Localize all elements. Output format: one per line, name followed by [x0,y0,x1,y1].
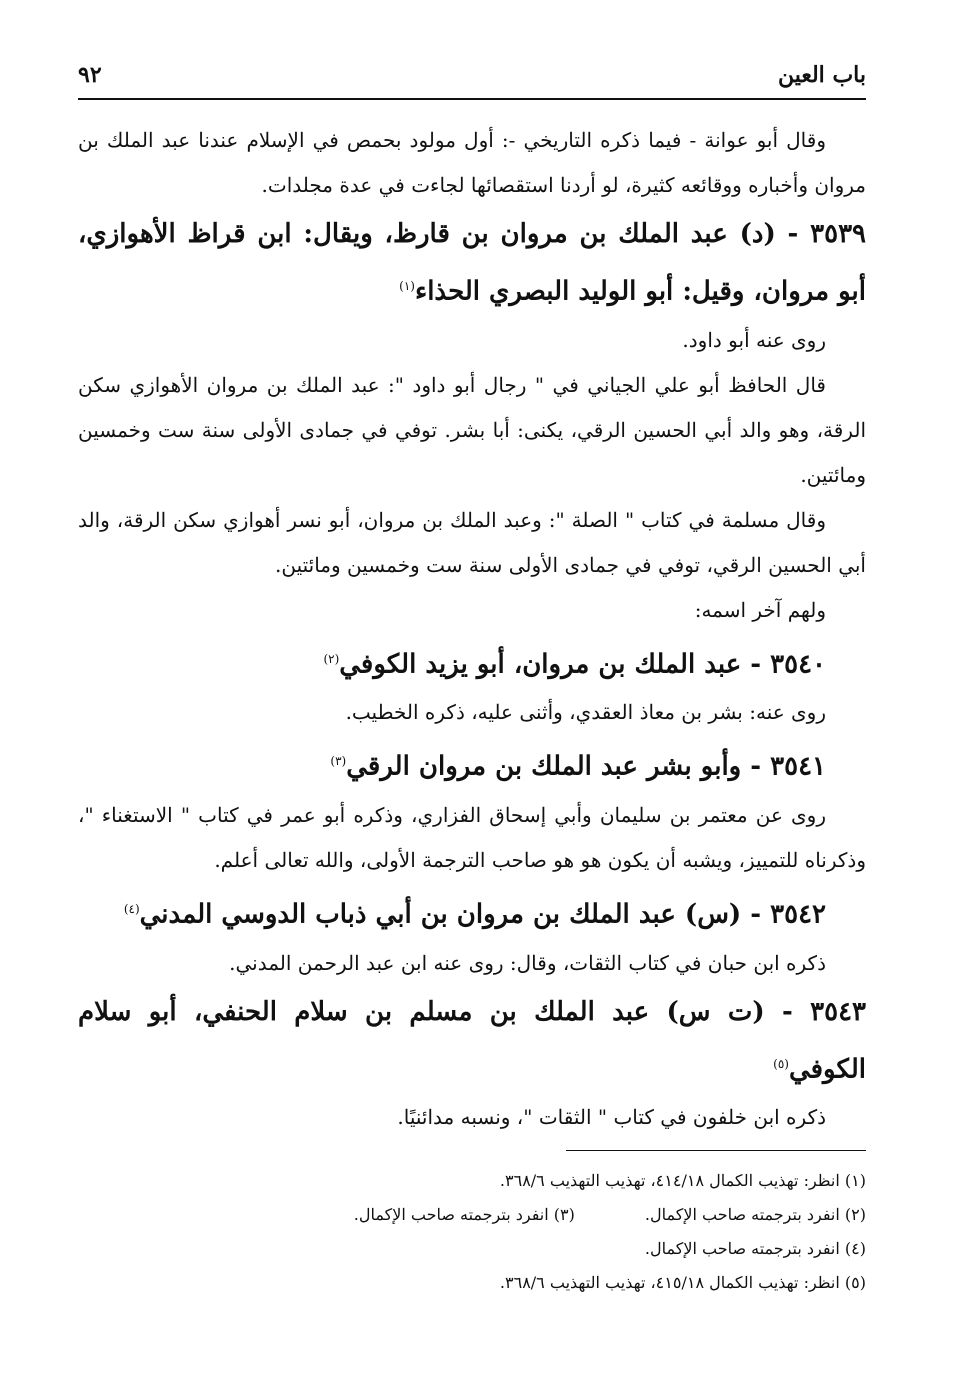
entry-3540 [78,633,866,691]
entry-heading: ٣٥٣٩ - (د) عبد الملك بن مروان بن قارظ، ويقال: ابن قراظ الأهوازي، أبو مروان، وقيل: أبو الوليد البصري الحذاء [78,219,866,307]
paragraph: وقال مسلمة في كتاب " الصلة ": وعبد الملك بن مروان، أبو نسر أهوازي سكن الرقة، والد أبي الحسين الرقي، توفي في جمادى الأولى سنة ست وخمسين ومائتين. [78,507,866,577]
entry-heading: ٣٥٤٠ - عبد الملك بن مروان، أبو يزيد الكوفي [339,649,826,680]
entry-3541 [78,735,866,793]
footnote-ref: (٢) [323,651,340,666]
footnote-ref: (٤) [123,901,140,916]
entry-heading: ٣٥٤٣ - (ت س) عبد الملك بن مسلم بن سلام الحنفي، أبو سلام الكوفي [78,996,866,1085]
footnotes [78,1164,866,1300]
page-header [78,52,866,100]
paragraph: ذكره ابن خلفون في كتاب " الثقات "، ونسبه مدائنيًا. [397,1105,826,1130]
footnote-1: (١) انظر: تهذيب الكمال ٤١٤/١٨، تهذيب التهذيب ٣٦٨/٦. [499,1171,866,1190]
paragraph: ذكره ابن حبان في كتاب الثقات، وقال: روى عنه ابن عبد الرحمن المدني. [229,950,826,975]
footnote-ref: (٣) [330,754,347,769]
footnote-2: (٢) انفرد بترجمته صاحب الإكمال. [644,1205,866,1224]
page-number: ٩٢ [78,62,102,88]
footnote-divider [566,1150,866,1151]
page-body [78,118,866,1140]
entry-heading: ٣٥٤٢ - (س) عبد الملك بن مروان بن أبي ذباب الدوسي المدني [139,899,826,930]
entry-heading: ٣٥٤١ - وأبو بشر عبد الملك بن مروان الرقي [346,751,826,782]
entry-3542 [78,883,866,941]
footnote-5: (٥) انظر: تهذيب الكمال ٤١٥/١٨، تهذيب التهذيب ٣٦٨/٦. [499,1273,866,1292]
footnote-ref: (٥) [773,1056,789,1071]
paragraph: روى عنه: بشر بن معاذ العقدي، وأثنى عليه، ذكره الخطيب. [345,700,826,725]
entry-3539 [78,208,866,318]
paragraph: قال الحافظ أبو علي الجياني في " رجال أبو داود ": عبد الملك بن مروان الأهوازي سكن الرقة، وهو والد أبي الحسين الرقي، يكنى: أبا بشر. توفي في جمادى الأولى سنة ست وخمسين ومائتين. [78,372,866,487]
footnote-ref: (١) [399,279,415,293]
paragraph: وقال أبو عوانة - فيما ذكره التاريخي -: أول مولود بحمص في الإسلام عندنا عبد الملك بن مروان وأخباره ووقائعه كثيرة، لو أردنا استقصائها لجاءت في عدة مجلدات. [78,128,866,197]
paragraph: ولهم آخر اسمه: [694,597,826,622]
footnote-3: (٣) انفرد بترجمته صاحب الإكمال. [353,1205,575,1224]
paragraph: روى عنه أبو داود. [682,327,826,352]
footnote-4: (٤) انفرد بترجمته صاحب الإكمال. [644,1239,866,1258]
entry-3543 [78,986,866,1096]
chapter-title: باب العين [777,62,866,88]
paragraph: روى عن معتمر بن سليمان وأبي إسحاق الفزاري، وذكره أبو عمر في كتاب " الاستغناء "، وذكرناه للتمييز، ويشبه أن يكون هو هو صاحب الترجمة الأولى، والله تعالى أعلم. [78,802,866,872]
